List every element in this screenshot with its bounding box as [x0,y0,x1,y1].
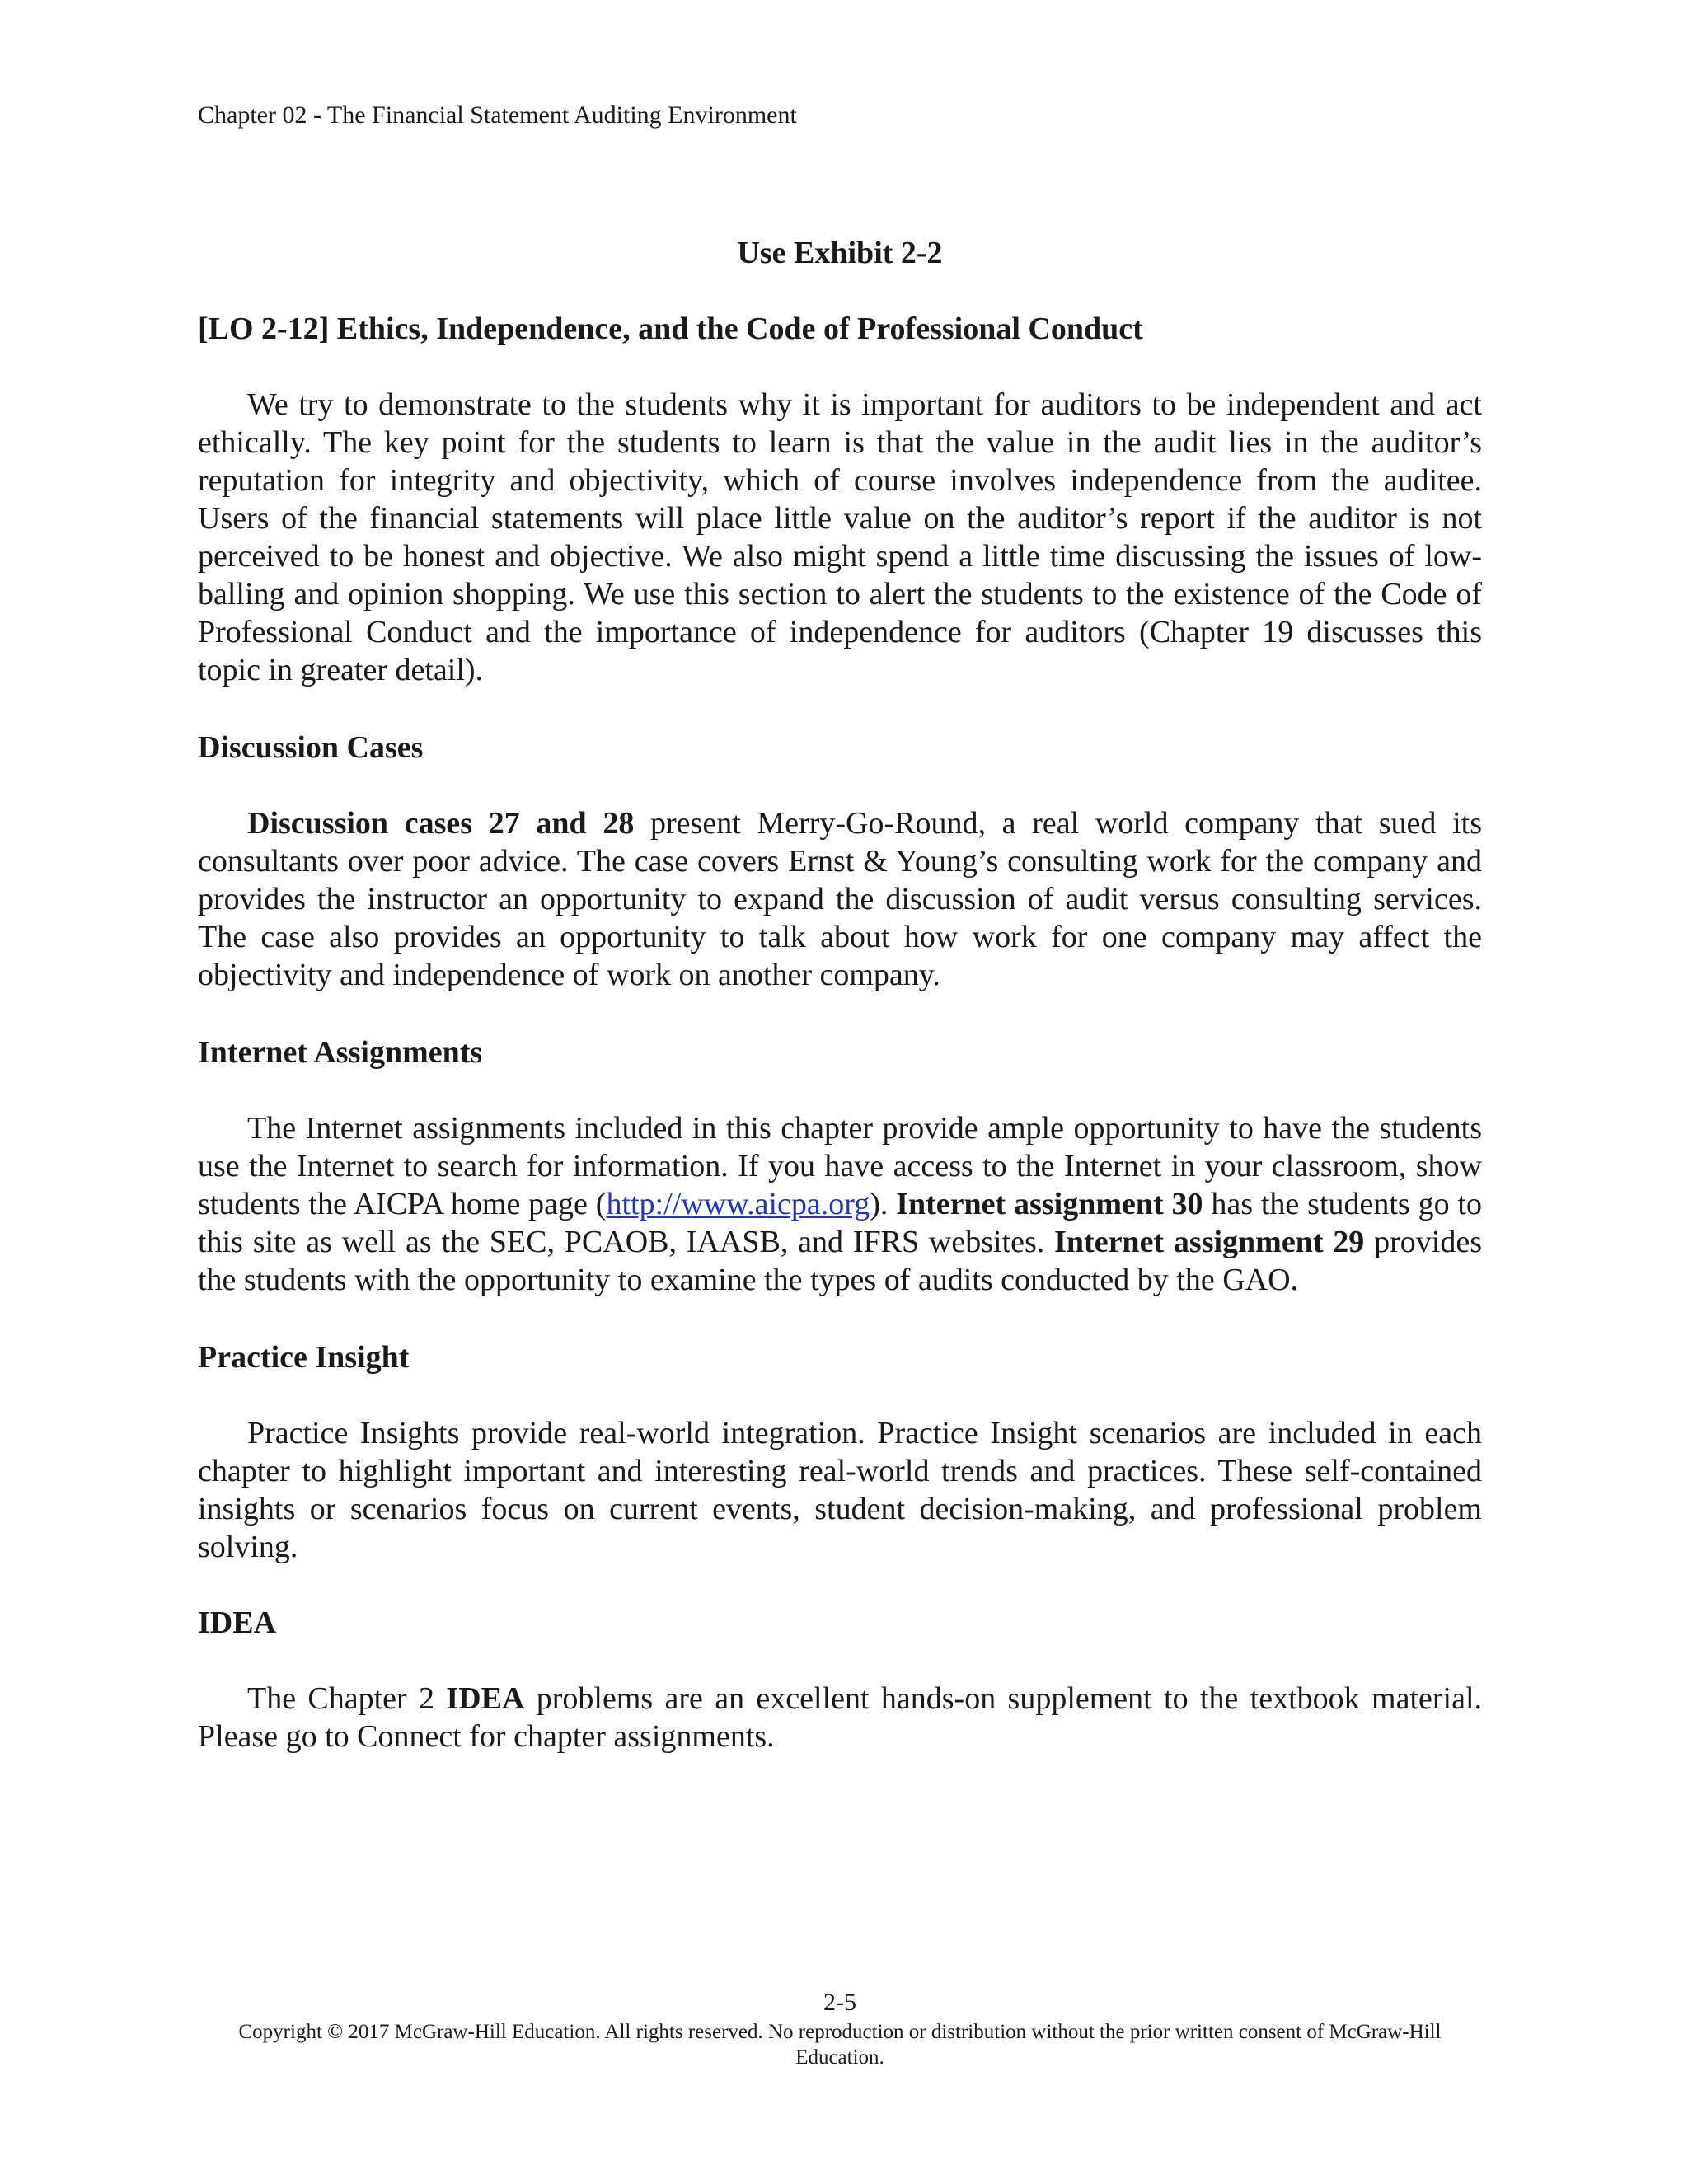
aicpa-link[interactable]: http://www.aicpa.org [606,1187,870,1221]
section-heading-idea: IDEA [198,1605,277,1640]
discussion-cases-text: present Merry-Go-Round, a real world company that sued its consultants over poor advice. The case covers Ernst & Young’s consulting work for the company and provides the instructor an opportunity to expand the discussion of audit versus consulting services. The case also provides an opportunity to talk about how work for one company may affect the objectivity and independence of work on another company. [198,806,1482,992]
section-body-internet-assignments [198,1109,1482,1299]
paragraph-ethics: We try to demonstrate to the students why it is important for auditors to be independent and act ethically. The key point for the students to learn is that the value in the audit lies in the auditor’s reputation for integrity and objectivity, which of course involves independence from the auditee. Users of the financial statements will place little value on the auditor’s report if the auditor is not perceived to be honest and objective. We also might spend a little time discussing the issues of low-balling and opinion shopping. We use this section to alert the students to the existence of the Code of Professional Conduct and the importance of independence for auditors (Chapter 19 discusses this topic in greater detail). [198,387,1482,687]
internet-assignment-30-ref: Internet assignment 30 [896,1187,1203,1221]
section-heading-lo-2-12: [LO 2-12] Ethics, Independence, and the Code of Professional Conduct [198,312,1143,346]
paragraph-practice-insight: Practice Insights provide real-world integration. Practice Insight scenarios are included in each chapter to highlight important and interesting real-world trends and practices. These self-contained insights or scenarios focus on current events, student decision-making, and professional problem solving. [198,1416,1482,1564]
idea-text-2: problems are an excellent hands-on supplement to the textbook material. Please go to Connect for chapter assignments. [198,1681,1482,1754]
paragraph-internet-assignments [198,1109,1482,1299]
paragraph-idea [198,1680,1482,1755]
internet-assignment-29-ref: Internet assignment 29 [1054,1225,1365,1259]
section-body-idea [198,1680,1482,1755]
paragraph-discussion-cases [198,804,1482,994]
section-heading-discussion-cases: Discussion Cases [198,730,424,765]
idea-text-1: The Chapter 2 [247,1681,447,1716]
internet-text-3: has the students go to this site as well as the SEC, PCAOB, IAASB, and IFRS websites. [198,1187,1482,1259]
page-number: 2-5 [823,1989,856,2016]
section-body-discussion-cases [198,804,1482,994]
internet-text-1: The Internet assignments included in this chapter provide ample opportunity to have the students use the Internet to search for information. If you have access to the Internet in your classroom, show students the AICPA home page ( [198,1111,1482,1221]
section-body-practice-insight [198,1414,1482,1566]
exhibit-title: Use Exhibit 2-2 [737,236,943,270]
internet-text-2: ). [870,1187,897,1221]
discussion-cases-reference: Discussion cases 27 and 28 [247,806,635,841]
section-heading-practice-insight: Practice Insight [198,1340,410,1375]
section-body-lo-2-12 [198,386,1482,689]
running-header: Chapter 02 - The Financial Statement Auditing Environment [198,101,797,129]
copyright-notice: Copyright © 2017 McGraw-Hill Education. All rights reserved. No reproduction or distribution without the prior written consent of McGraw-Hill Education. [238,2021,1442,2069]
internet-text-4: provides the students with the opportunity to examine the types of audits conducted by the GAO. [198,1225,1483,1297]
idea-bold: IDEA [446,1681,525,1716]
section-heading-internet-assignments: Internet Assignments [198,1035,483,1070]
